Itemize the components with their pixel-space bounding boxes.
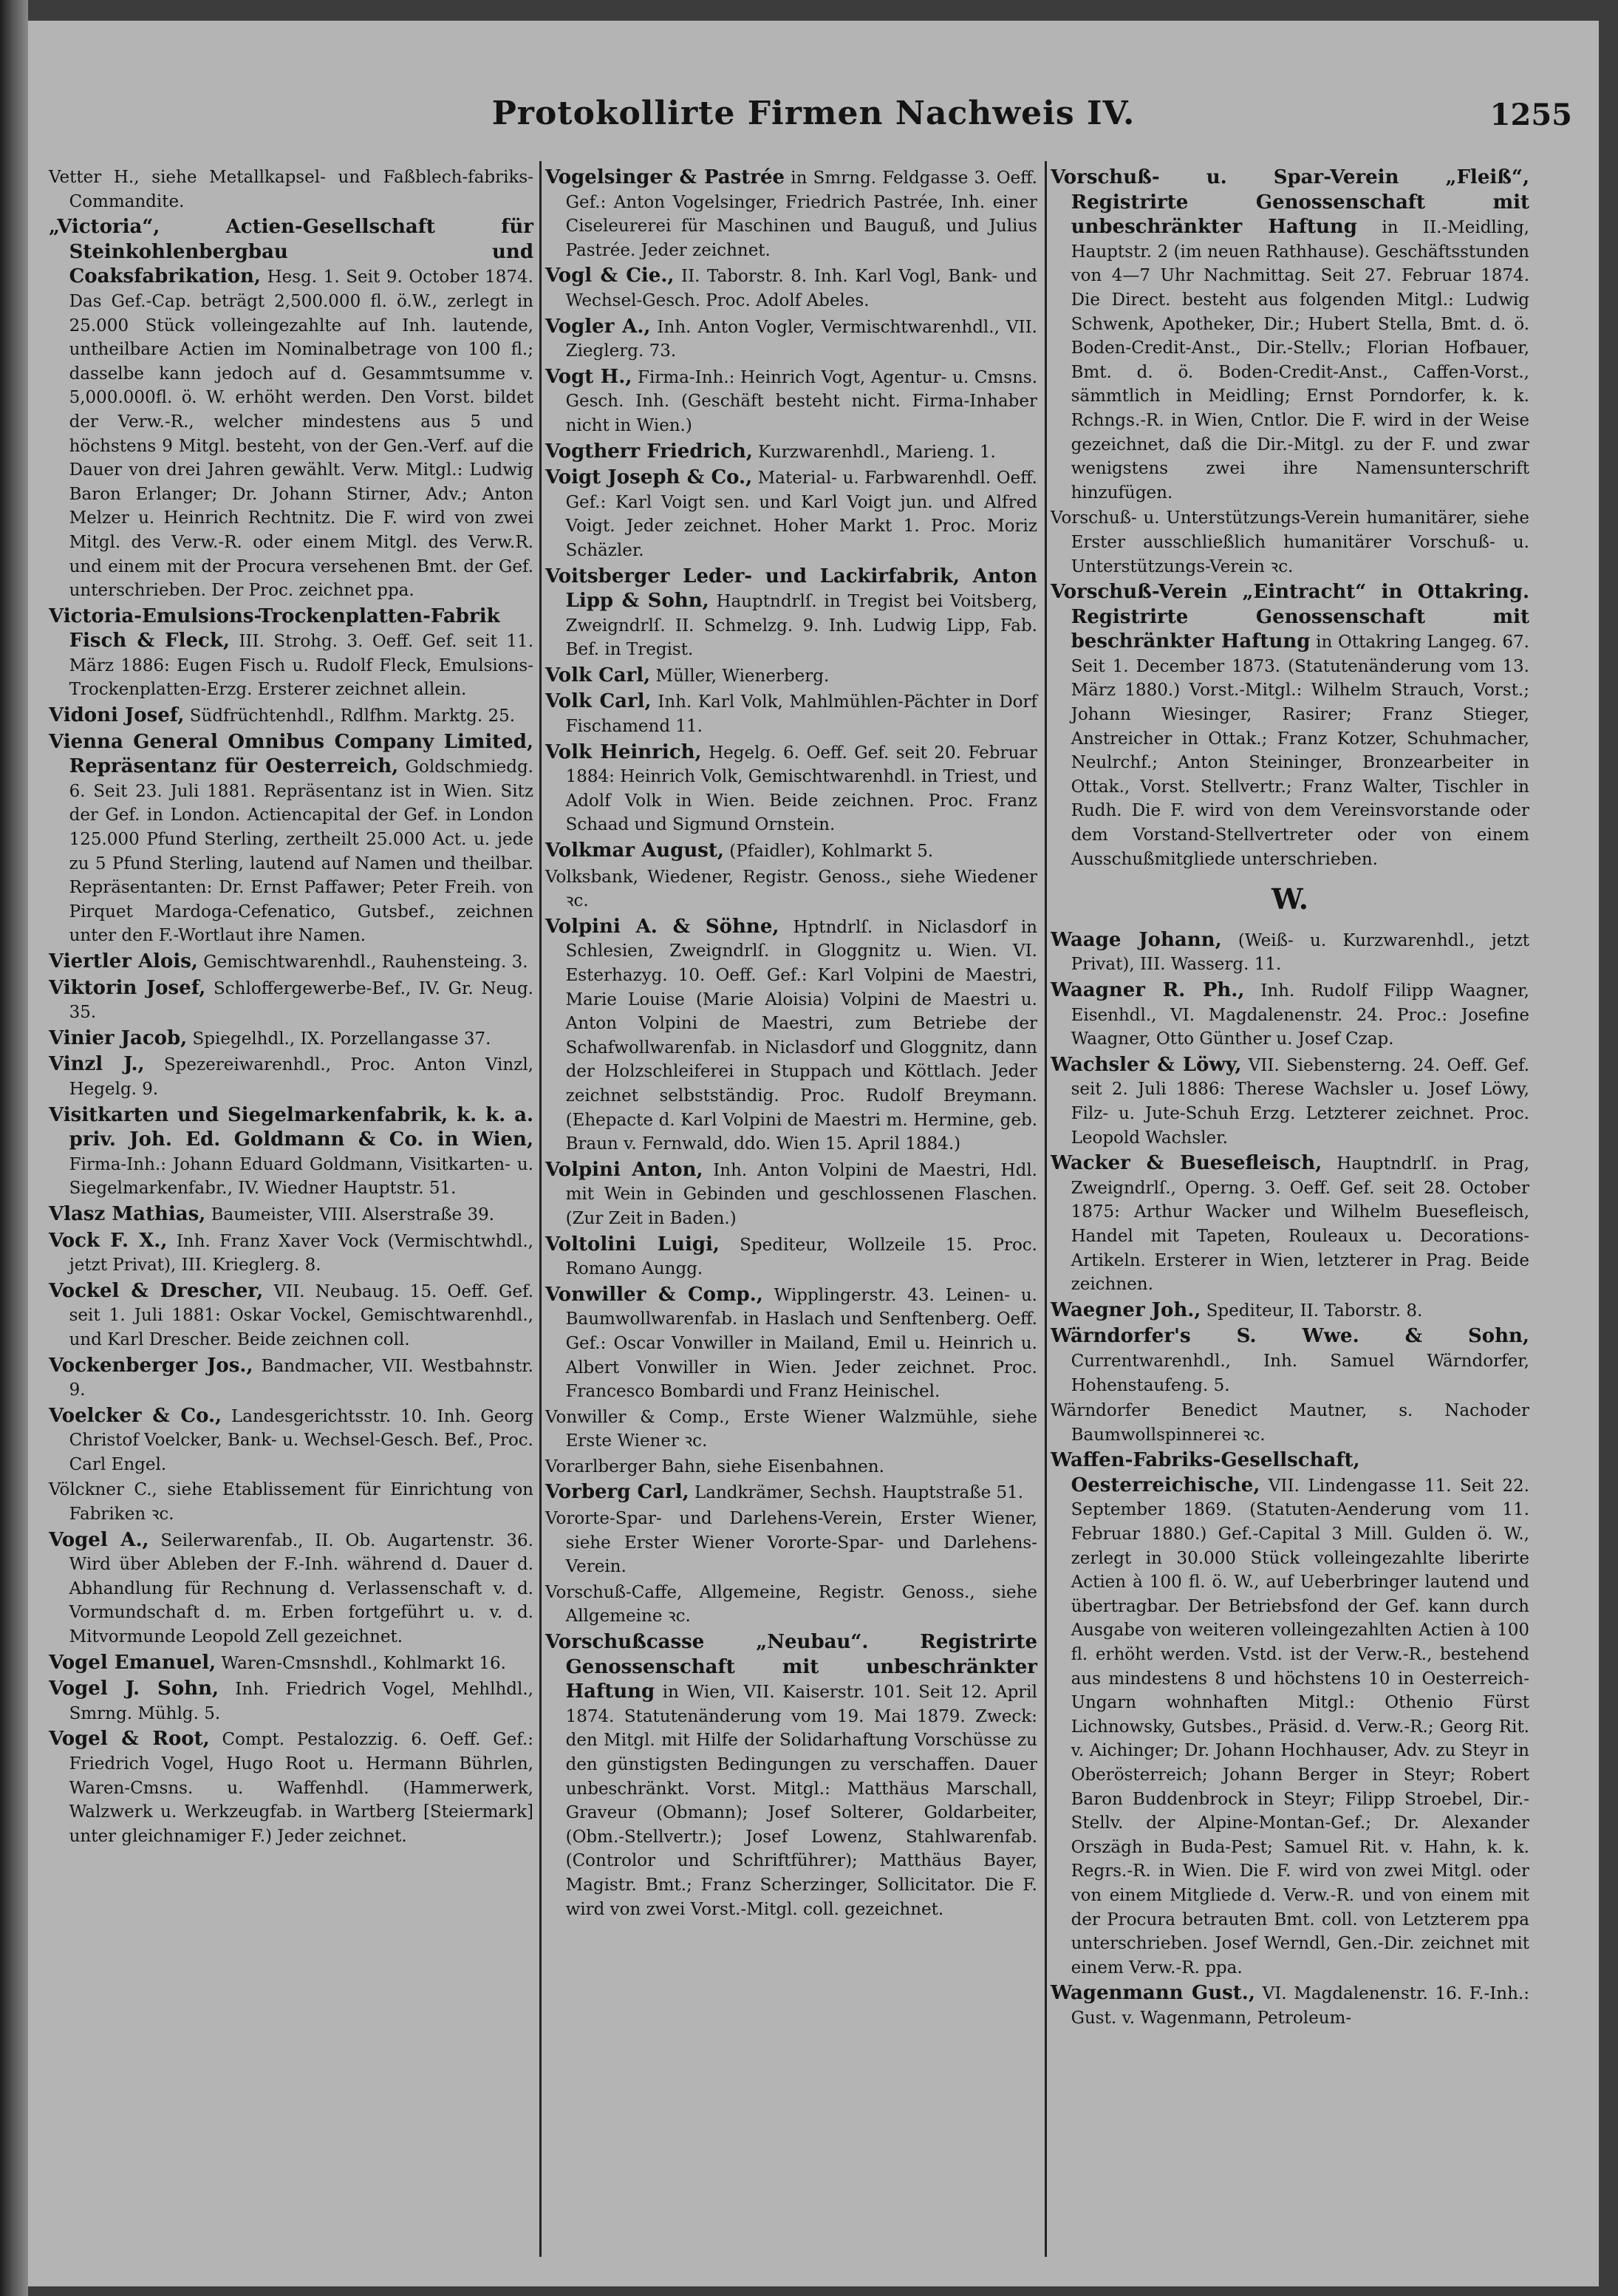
entry-text: Müller, Wienerberg.	[650, 666, 830, 686]
entry-text: (Pfaidler), Kohlmarkt 5.	[724, 842, 934, 862]
entry-text: Hesg. 1. Seit 9. October 1874. Das Gef.-Cap. beträgt 2,500.000 fl. ö.W., zerlegt in 25.000 Stück volleingezahlte auf Inh. lautende, untheilbare Actien im Nominalbetrage von 100 fl.; dasselbe kann jedoch auf d. Gesammtsumme v. 5,000.000fl. ö. W. erhöht werden. Den Vorst. bildet der Verw.-R., welcher mindestens aus 5 und höchstens 9 Mitgl. besteht, von der Gen.-Verf. auf die Dauer von drei Jahren gewählt. Verw. Mitgl.: Ludwig Baron Erlanger; Dr. Johann Stirner, Adv.; Anton Melzer u. Heinrich Rechtnitz. Die F. wird von zwei Mitgl. des Verw.-R. oder einem Mitgl. des Verw.R. und einem mit der Procura versehenen Bmt. der Gef. unterschrieben. Der Proc. zeichnet ppa.	[69, 268, 533, 601]
directory-entry	[545, 440, 1037, 465]
entry-text: Bandmacher, VII. Westbahnstr. 9.	[69, 1356, 533, 1400]
firm-name: Volpini A. & Söhne,	[545, 915, 779, 938]
column-3	[1051, 166, 1529, 2257]
entry-text: in Smrng. Feldgasse 3. Oeff. Gef.: Anton Vogelsinger, Friedrich Pastrée, Inh. einer Ciseleurerei für Maschinen und Bauguß, und Julius Pastrée. Jeder zeichnet.	[565, 168, 1037, 260]
directory-entry	[545, 689, 1037, 738]
firm-name: Vonwiller & Comp.,	[545, 1283, 763, 1306]
directory-entry	[1051, 1399, 1529, 1447]
directory-entry	[1051, 506, 1529, 579]
directory-entry	[49, 1103, 533, 1201]
firm-name: Waage Johann,	[1051, 928, 1222, 951]
directory-entry	[49, 1026, 533, 1052]
document-page	[28, 21, 1599, 2286]
firm-name: Vienna General Omnibus Company Limited, Repräsentanz für Oesterreich,	[49, 730, 533, 778]
entry-text: Inh. Anton Vogler, Vermischtwarenhdl., VII. Zieglerg. 73.	[565, 317, 1037, 361]
directory-entry	[1051, 166, 1529, 505]
directory-entry	[49, 1052, 533, 1101]
directory-entry	[1051, 928, 1529, 977]
entry-text: Volksbank, Wiedener, Registr. Genoss., siehe Wiedener ꝛc.	[545, 867, 1037, 911]
firm-name: Vorberg Carl,	[545, 1481, 689, 1504]
column-1	[49, 166, 533, 2257]
entry-text: in II.-Meidling, Hauptstr. 2 (im neuen Rathhause). Geschäftsstunden von 4—7 Uhr Nachmittag. Seit 27. Februar 1874. Die Direct. besteht aus folgenden Mitgl.: Ludwig Schwenk, Apotheker, Dir.; Hubert Stella, Bmt. d. ö. Boden-Credit-Anst., Dir.-Stellv.; Florian Hofbauer, Bmt. d. ö. Boden-Credit-Anst., Caffen-Vorst., sämmtlich in Meidling; Ernst Porndorfer, k. k. Rchngs.-R. in Wien, Cntlor. Die F. wird in der Weise gezeichnet, daß die Dir.-Mitgl. zu der F. und zwar wenigstens zwei ihre Namensunterschrift hinzufügen.	[1071, 218, 1529, 503]
firm-name: Vorschußcasse „Neubau“. Registrirte Genossenschaft mit unbeschränkter Haftung	[545, 1631, 1037, 1703]
entry-text: Currentwarenhdl., Inh. Samuel Wärndorfer, Hohenstaufeng. 5.	[1071, 1351, 1529, 1395]
directory-entry	[1051, 580, 1529, 871]
directory-entry	[545, 1233, 1037, 1281]
directory-entry	[545, 1455, 1037, 1479]
entry-text: Vorarlberger Bahn, siehe Eisenbahnen.	[545, 1457, 884, 1476]
directory-entry	[49, 604, 533, 702]
entry-text: Landesgerichtsstr. 10. Inh. Georg Christof Voelcker, Bank- u. Wechsel-Gesch. Bef., Proc. Carl Engel.	[69, 1406, 533, 1474]
directory-entry	[545, 839, 1037, 864]
firm-name: Vinier Jacob,	[49, 1026, 188, 1049]
entry-text: Spediteur, II. Taborstr. 8.	[1201, 1301, 1423, 1321]
directory-entry	[49, 1677, 533, 1726]
directory-entry	[49, 1202, 533, 1227]
directory-entry	[545, 1630, 1037, 1921]
firm-name: Volkmar August,	[545, 839, 724, 862]
entry-text: Inh. Karl Volk, Mahlmühlen-Pächter in Dorf Fischamend 11.	[565, 692, 1037, 737]
directory-entry	[545, 166, 1037, 262]
entry-text: Firma-Inh.: Heinrich Vogt, Agentur- u. Cmsns. Gesch. Inh. (Geschäft besteht nicht. Firma-Inhaber nicht in Wien.)	[565, 367, 1037, 435]
firm-name: Vogel J. Sohn,	[49, 1677, 219, 1700]
entry-text: Spediteur, Wollzeile 15. Proc. Romano Aungg.	[565, 1235, 1037, 1279]
entry-text: Baumeister, VIII. Alserstraße 39.	[205, 1205, 495, 1224]
directory-entry	[545, 1283, 1037, 1404]
directory-entry	[545, 565, 1037, 662]
directory-entry	[1051, 1981, 1529, 2030]
column-divider	[539, 161, 542, 2257]
entry-text: in Wien, VII. Kaiserstr. 101. Seit 12. April 1874. Statutenänderung vom 19. Mai 1879. Zweck: den Mitgl. mit Hilfe der Solidarhaftung Vorschüsse zu den günstigsten Bedingungen zu verschaffen. Dauer unbeschränkt. Vorst. Mitgl.: Matthäus Marschall, Graveur (Obmann); Josef Solterer, Goldarbeiter, (Obm.-Stellvertr.); Josef Lowenz, Stahlwarenfab. (Controlor und Schriftführer); Matthäus Bayer, Magistr. Bmt.; Franz Scherzinger, Sollicitator. Die F. wird von zwei Vorst.-Mitgl. coll. gezeichnet.	[565, 1683, 1037, 1919]
firm-name: Vorschuß-Verein „Eintracht“ in Ottakring. Registrirte Genossenschaft mit beschränkter Haftung	[1051, 581, 1529, 653]
firm-name: Waffen-Fabriks-Gesellschaft, Oesterreichische,	[1051, 1449, 1360, 1496]
entry-text: Wipplingerstr. 43. Leinen- u. Baumwollwarenfab. in Haslach und Senftenberg. Oeff. Gef.: Oscar Vonwiller in Mailand, Emil u. Heinrich u. Albert Vonwiller in Wien. Jeder zeichnet. Proc. Francesco Bombardi und Franz Heinischel.	[565, 1285, 1037, 1402]
firm-name: Vlasz Mathias,	[49, 1202, 206, 1225]
firm-name: Voelcker & Co.,	[49, 1404, 222, 1427]
directory-entry	[49, 1651, 533, 1676]
directory-entry	[545, 664, 1037, 689]
directory-entry	[49, 166, 533, 214]
firm-name: Volk Carl,	[545, 690, 652, 713]
directory-entry	[49, 1229, 533, 1278]
entry-text: Spiegelhdl., IX. Porzellangasse 37.	[187, 1029, 491, 1049]
entry-text: Hegelg. 6. Oeff. Gef. seit 20. Februar 1884: Heinrich Volk, Gemischtwarenhdl. in Triest, und Adolf Volk in Wien. Beide zeichnen. Proc. Franz Schaad und Sigmund Ornstein.	[565, 743, 1037, 835]
entry-text: VII. Neubaug. 15. Oeff. Gef. seit 1. Juli 1881: Oskar Vockel, Gemischtwarenhdl., und Karl Drescher. Beide zeichnen coll.	[69, 1281, 533, 1349]
section-letter: W.	[1271, 882, 1308, 916]
firm-name: Vogtherr Friedrich,	[545, 440, 753, 463]
entry-text: Hauptndrlſ. in Prag, Zweigndrlſ., Operng. 3. Oeff. Gef. seit 28. October 1875: Arthur Wacker und Wilhelm Buesefleisch, Handel mit Tapeten, Rouleaux u. Decorations-Artikeln. Ersterer in Wien, letzterer in Prag. Beide zeichnen.	[1071, 1154, 1530, 1295]
firm-name: Vidoni Josef,	[49, 704, 185, 727]
directory-entry	[49, 950, 533, 975]
firm-name: Volk Carl,	[545, 664, 651, 687]
entry-text: Firma-Inh.: Johann Eduard Goldmann, Visitkarten- u. Siegelmarkenfabr., IV. Wiedner Hauptstr. 51.	[69, 1154, 533, 1199]
entry-text: Hauptndrlſ. in Tregist bei Voitsberg, Zweigndrlſ. II. Schmelzg. 9. Inh. Ludwig Lipp, Fab. Bef. in Tregist.	[565, 592, 1037, 660]
firm-name: Wachsler & Löwy,	[1051, 1053, 1242, 1076]
firm-name: Voigt Joseph & Co.,	[545, 466, 753, 489]
firm-name: Vogl & Cie.,	[545, 265, 675, 287]
entry-text: Seilerwarenfab., II. Ob. Augartenstr. 36. Wird über Ableben der F.-Inh. während d. Dauer d. Abhandlung für Rechnung d. Verlassenschaft v. d. Vormundschaft d. m. Erben fortgeführt u. v. d. Mitvormunde Leopold Zell gezeichnet.	[69, 1530, 533, 1647]
page-header-title: Protokollirte Firmen Nachweis IV.	[491, 95, 1136, 132]
entry-text: Inh. Anton Volpini de Maestri, Hdl. mit Wein in Gebinden und geschlossenen Flaschen. (Zur Zeit in Baden.)	[565, 1160, 1037, 1228]
directory-entry	[545, 1581, 1037, 1629]
entry-text: Inh. Franz Xaver Vock (Vermischtwhdl., jetzt Privat), III. Krieglerg. 8.	[69, 1231, 533, 1275]
entry-text: Landkrämer, Sechsh. Hauptstraße 51.	[689, 1483, 1024, 1503]
directory-entry	[545, 915, 1037, 1156]
entry-text: Goldschmiedg. 6. Seit 23. Juli 1881. Repräsentanz ist in Wien. Sitz der Gef. in London. Actiencapital der Gef. in London 125.000 Pfund Sterling, zertheilt 25.000 Act. u. jede zu 5 Pfund Sterling, lautend auf Namen und theilbar. Repräsentanten: Dr. Ernst Paffawer; Peter Freih. von Pirquet Mardoga-Cefenatico, Gutsbef., zeichnen unter den F.-Wortlaut ihre Namen.	[69, 757, 533, 946]
firm-name: Vogel A.,	[49, 1528, 149, 1551]
directory-entry	[1051, 1324, 1529, 1397]
directory-entry	[1051, 1298, 1529, 1324]
page-binding-shadow	[0, 0, 28, 2296]
firm-name: Vorschuß- u. Spar-Verein „Fleiß“, Registrirte Genossenschaft mit unbeschränkter Haftung	[1051, 166, 1529, 239]
entry-text: Inh. Rudolf Filipp Waagner, Eisenhdl., VI. Magdalenenstr. 24. Proc.: Josefine Waagner, Otto Günther u. Josef Czap.	[1071, 981, 1529, 1049]
firm-name: Viertler Alois,	[49, 950, 198, 972]
firm-name: Volk Heinrich,	[545, 740, 702, 763]
directory-entry	[49, 730, 533, 948]
entry-text: (Weiß- u. Kurzwarenhdl., jetzt Privat), III. Wasserg. 11.	[1071, 930, 1529, 975]
entry-text: Waren-Cmsnshdl., Kohlmarkt 16.	[216, 1653, 506, 1673]
directory-entry	[545, 466, 1037, 562]
firm-name: Wärndorfer's S. Wwe. & Sohn,	[1051, 1325, 1529, 1348]
directory-entry	[49, 215, 533, 603]
directory-entry	[1051, 978, 1529, 1052]
firm-name: Victoria-Emulsions-Trockenplatten-Fabrik Fisch & Fleck,	[49, 604, 500, 653]
entry-text: Vororte-Spar- und Darlehens-Verein, Erster Wiener, siehe Erster Wiener Vororte-Spar- und Darlehens-Verein.	[545, 1509, 1037, 1577]
directory-entry	[545, 1158, 1037, 1231]
firm-name: Vockel & Drescher,	[49, 1279, 264, 1302]
entry-text: Gemischtwarenhdl., Rauhensteing. 3.	[197, 953, 528, 972]
entry-text: Südfrüchtenhdl., Rdlfhm. Marktg. 25.	[184, 706, 516, 726]
firm-name: Wacker & Buesefleisch,	[1051, 1152, 1322, 1175]
directory-entry	[545, 264, 1037, 313]
directory-entry	[49, 1478, 533, 1526]
firm-name: Vogel Emanuel,	[49, 1651, 216, 1674]
page-number: 1255	[1489, 98, 1572, 132]
entry-text: VII. Lindengasse 11. Seit 22. September 1869. (Statuten-Aenderung vom 11. Februar 1880.) Gef.-Capital 3 Mill. Gulden ö. W., zerlegt in 30.000 Stück volleingezahlte liberirte Actien à 100 fl. ö. W., auf Ueberbringer lautend und übertragbar. Der Betriebsfond der Gef. kann durch Ausgabe von weiteren volleingezahlten Actien à 100 fl. erhöht werden. Vstd. ist der Verw.-R., bestehend aus mindestens 8 und höchstens 10 in Oesterreich-Ungarn wohnhaften Mitgl.: Othenio Fürst Lichnowsky, Gutsbes., Präsid. d. Verw.-R.; Georg Rit. v. Aichinger; Dr. Johann Hochhauser, Adv. zu Steyr in Oberösterreich; Johann Berger in Steyr; Robert Baron Buddenbrock in Steyr; Filipp Stroebel, Dir.-Stellv. der Alpine-Montan-Gef.; Dr. Alexander Orszägh in Buda-Pest; Samuel Rit. v. Hahn, k. k. Regrs.-R. in Wien. Die F. wird von zwei Mitgl. oder von einem Mitgliede d. Verw.-R. und von einem mit der Procura betrauten Bmt. coll. von Letzterem ppa unterschrieben. Josef Werndl, Gen.-Dir. zeichnet mit einem Verw.-R. ppa.	[1071, 1476, 1529, 1978]
directory-entry	[49, 976, 533, 1025]
entry-text: Inh. Friedrich Vogel, Mehlhdl., Smrng. Mühlg. 5.	[69, 1680, 533, 1723]
firm-name: Vock F. X.,	[49, 1229, 168, 1252]
entry-text: Völckner C., siehe Etablissement für Einrichtung von Fabriken ꝛc.	[49, 1480, 533, 1525]
directory-entry	[545, 865, 1037, 913]
directory-entry	[49, 1354, 533, 1403]
firm-name: Visitkarten und Siegelmarkenfabrik, k. k. a. priv. Joh. Ed. Goldmann & Co. in Wien,	[49, 1103, 533, 1151]
directory-entry	[545, 315, 1037, 364]
entry-text: Wärndorfer Benedict Mautner, s. Nachoder Baumwollspinnerei ꝛc.	[1051, 1401, 1529, 1445]
directory-entry	[49, 1279, 533, 1352]
firm-name: Viktorin Josef,	[49, 976, 206, 999]
directory-entry	[1051, 1448, 1529, 1980]
entry-text: Kurzwarenhdl., Marieng. 1.	[752, 442, 996, 462]
firm-name: Voltolini Luigi,	[545, 1233, 720, 1256]
firm-name: Vogelsinger & Pastrée	[545, 166, 785, 188]
directory-entry	[545, 1507, 1037, 1579]
entry-text: Vorschuß-Caffe, Allgemeine, Registr. Genoss., siehe Allgemeine ꝛc.	[545, 1582, 1037, 1626]
entry-text: Spezereiwarenhdl., Proc. Anton Vinzl, Hegelg. 9.	[69, 1055, 533, 1099]
entry-text: Schloffergewerbe-Bef., IV. Gr. Neug. 35.	[69, 978, 533, 1023]
entry-text: VII. Siebensterng. 24. Oeff. Gef. seit 2. Juli 1886: Therese Wachsler u. Josef Löwy, Filz- u. Jute-Schuh Erzg. Letzterer zeichnet. Proc. Leopold Wachsler.	[1071, 1055, 1530, 1148]
directory-entry	[49, 1404, 533, 1477]
directory-entry	[545, 365, 1037, 438]
directory-entry	[49, 1528, 533, 1649]
firm-name: Wagenmann Gust.,	[1051, 1982, 1255, 2005]
entry-text: II. Taborstr. 8. Inh. Karl Vogl, Bank- und Wechsel-Gesch. Proc. Adolf Abeles.	[565, 267, 1037, 310]
entry-text: III. Strohg. 3. Oeff. Gef. seit 11. März 1886: Eugen Fisch u. Rudolf Fleck, Emulsions-Trockenplatten-Erzg. Ersterer zeichnet allein.	[69, 632, 533, 700]
firm-name: „Victoria“, Actien-Gesellschaft für Steinkohlenbergbau und Coaksfabrikation,	[49, 216, 533, 288]
entry-text: in Ottakring Langeg. 67. Seit 1. December 1873. (Statutenänderung vom 13. März 1880.) Vorst.-Mitgl.: Wilhelm Strauch, Vorst.; Johann Wiesinger, Rasirer; Franz Stieger, Anstreicher in Ottak.; Franz Kotzer, Schuhmacher, Neulrchf.; Anton Steininger, Bronzearbeiter in Ottak., Vorst. Stellvertr.; Franz Walter, Tischler in Rudh. Die F. wird von dem Vereinsvorstande oder dem Vorstand-Stellvertreter oder von einem Ausschußmitgliede unterschrieben.	[1071, 633, 1529, 869]
firm-name: Waagner R. Ph.,	[1051, 979, 1245, 1001]
firm-name: Vockenberger Jos.,	[49, 1354, 253, 1377]
column-2	[545, 166, 1037, 2257]
firm-name: Vogler A.,	[545, 315, 651, 338]
directory-entry	[49, 1727, 533, 1848]
directory-entry	[1051, 1151, 1529, 1297]
firm-name: Vinzl J.,	[49, 1053, 145, 1076]
column-divider	[1045, 161, 1047, 2257]
firm-name: Waegner Joh.,	[1051, 1298, 1201, 1321]
firm-name: Vogel & Root,	[49, 1728, 210, 1751]
firm-name: Volpini Anton,	[545, 1158, 703, 1181]
firm-name: Vogt H.,	[545, 365, 632, 388]
firm-name: Voitsberger Leder- und Lackirfabrik, Anton Lipp & Sohn,	[545, 565, 1037, 613]
directory-entry	[545, 1480, 1037, 1505]
entry-text: Vonwiller & Comp., Erste Wiener Walzmühle, siehe Erste Wiener ꝛc.	[545, 1407, 1037, 1451]
entry-text: Compt. Pestalozzig. 6. Oeff. Gef.: Friedrich Vogel, Hugo Root u. Hermann Bührlen, Waren-Cmsns. u. Waffenhdl. (Hammerwerk, Walzwerk u. Werkzeugfab. in Wartberg [Steiermark] unter gleichnamiger F.) Jeder zeichnet.	[69, 1730, 534, 1846]
directory-entry	[545, 1406, 1037, 1454]
entry-text: Hptndrlſ. in Niclasdorf in Schlesien, Zweigndrlſ. in Gloggnitz u. Wien. VI. Esterhazyg. 10. Oeff. Gef.: Karl Volpini de Maestri, Marie Louise (Marie Aloisia) Volpini de Maestri u. Anton Volpini de Maestri, zum Betriebe der Schafwollwarenfab. in Niclasdorf und Gloggnitz, dann der Holzschleiferei in Stuppach und Köttlach. Jeder zeichnet selbstständig. Proc. Rudolf Breymann. (Ehepacte d. Karl Volpini de Maestri m. Hermine, geb. Braun v. Fernwald, ddo. Wien 15. April 1884.)	[565, 917, 1037, 1154]
entry-text: Vetter H., siehe Metallkapsel- und Faßblech-fabriks-Commandite.	[49, 168, 533, 211]
entry-text: Material- u. Farbwarenhdl. Oeff. Gef.: Karl Voigt sen. und Karl Voigt jun. und Alfred Voigt. Jeder zeichnet. Hoher Markt 1. Proc. Moriz Schäzler.	[565, 469, 1037, 560]
directory-entry	[49, 704, 533, 729]
directory-entry	[545, 740, 1037, 837]
entry-text: Vorschuß- u. Unterstützungs-Verein humanitärer, siehe Erster ausschließlich humanitärer Vorschuß- u. Unterstützungs-Verein ꝛc.	[1051, 508, 1529, 576]
entry-text: VI. Magdalenenstr. 16. F.-Inh.: Gust. v. Wagenmann, Petroleum-	[1071, 1984, 1529, 2028]
directory-entry	[1051, 1053, 1529, 1150]
